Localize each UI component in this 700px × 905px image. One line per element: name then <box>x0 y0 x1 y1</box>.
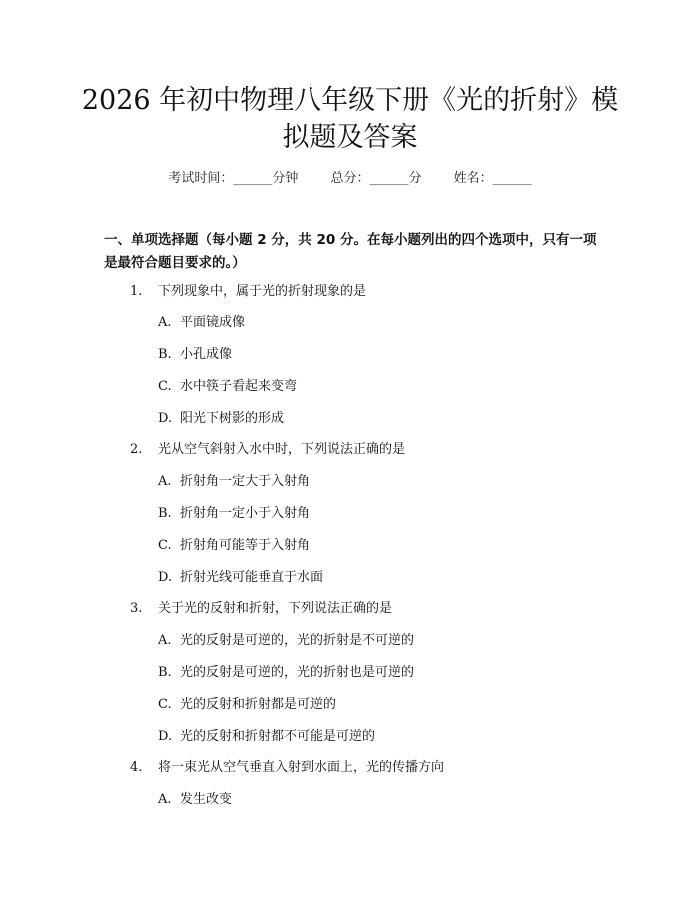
option-letter: C. <box>158 538 172 553</box>
option-text: 折射角一定大于入射角 <box>180 474 311 489</box>
option-text: 水中筷子看起来变弯 <box>180 379 298 394</box>
option-text: 光的反射是可逆的，光的折射是不可逆的 <box>180 633 415 648</box>
total-score-label: 总分： <box>330 171 370 186</box>
question-text: 下列现象中，属于光的折射现象的是 <box>158 284 367 299</box>
q3-option-d <box>158 728 375 746</box>
option-letter: B. <box>158 506 172 521</box>
question-text: 关于光的反射和折射，下列说法正确的是 <box>158 601 393 616</box>
exam-info-line <box>0 167 700 186</box>
option-letter: A. <box>158 315 172 330</box>
q2-option-b <box>158 505 310 523</box>
option-letter: D. <box>158 729 173 744</box>
option-letter: B. <box>158 665 172 680</box>
section-heading-line-1: 一、单项选择题（每小题 2 分，共 20 分。在每小题列出的四个选项中，只有一项 <box>104 232 597 248</box>
option-letter: A. <box>158 633 172 648</box>
q1-option-a <box>158 314 245 332</box>
q4-option-a <box>158 791 232 809</box>
section-heading-line-2: 是最符合题目要求的。） <box>104 255 246 271</box>
question-4 <box>130 759 444 777</box>
option-letter: D. <box>158 570 173 585</box>
option-letter: B. <box>158 347 172 362</box>
option-letter: C. <box>158 697 172 712</box>
question-number: 4. <box>130 760 143 775</box>
option-letter: A. <box>158 474 172 489</box>
total-score-unit: 分 <box>408 171 422 186</box>
option-text: 折射光线可能垂直于水面 <box>180 570 324 585</box>
total-score-blank: ______ <box>369 171 409 186</box>
question-number: 1. <box>130 284 143 299</box>
option-letter: D. <box>158 411 173 426</box>
question-number: 2. <box>130 442 143 457</box>
option-text: 阳光下树影的形成 <box>180 411 285 426</box>
q3-option-b <box>158 664 414 682</box>
q3-option-c <box>158 696 336 714</box>
exam-time-blank: ______ <box>233 171 273 186</box>
q3-option-a <box>158 632 414 650</box>
option-text: 平面镜成像 <box>180 315 246 330</box>
question-2 <box>130 441 405 459</box>
name-blank: ______ <box>492 171 532 186</box>
q1-option-b <box>158 346 232 364</box>
option-text: 折射角一定小于入射角 <box>180 506 311 521</box>
question-3 <box>130 600 392 618</box>
exam-time-label: 考试时间： <box>168 171 234 186</box>
q2-option-c <box>158 537 310 555</box>
option-letter: A. <box>158 792 172 807</box>
option-text: 折射角可能等于入射角 <box>180 538 311 553</box>
q1-option-c <box>158 378 297 396</box>
option-letter: C. <box>158 379 172 394</box>
name-label: 姓名： <box>453 171 493 186</box>
option-text: 光的反射是可逆的，光的折射也是可逆的 <box>180 665 415 680</box>
q2-option-a <box>158 473 310 491</box>
option-text: 小孔成像 <box>180 347 233 362</box>
option-text: 发生改变 <box>180 792 233 807</box>
exam-time-unit: 分钟 <box>272 171 299 186</box>
question-text: 光从空气斜射入水中时，下列说法正确的是 <box>158 442 406 457</box>
q2-option-d <box>158 569 323 587</box>
page-title-line-2: 拟题及答案 <box>282 122 418 153</box>
option-text: 光的反射和折射都是可逆的 <box>180 697 337 712</box>
question-number: 3. <box>130 601 143 616</box>
question-text: 将一束光从空气垂直入射到水面上，光的传播方向 <box>158 760 445 775</box>
question-1 <box>130 283 366 301</box>
option-text: 光的反射和折射都不可能是可逆的 <box>180 729 376 744</box>
page-title-line-1: 2026 年初中物理八年级下册《光的折射》模 <box>81 85 619 116</box>
q1-option-d <box>158 410 284 428</box>
exam-time-field <box>168 167 298 186</box>
name-field <box>454 167 532 186</box>
total-score-field <box>330 167 421 186</box>
